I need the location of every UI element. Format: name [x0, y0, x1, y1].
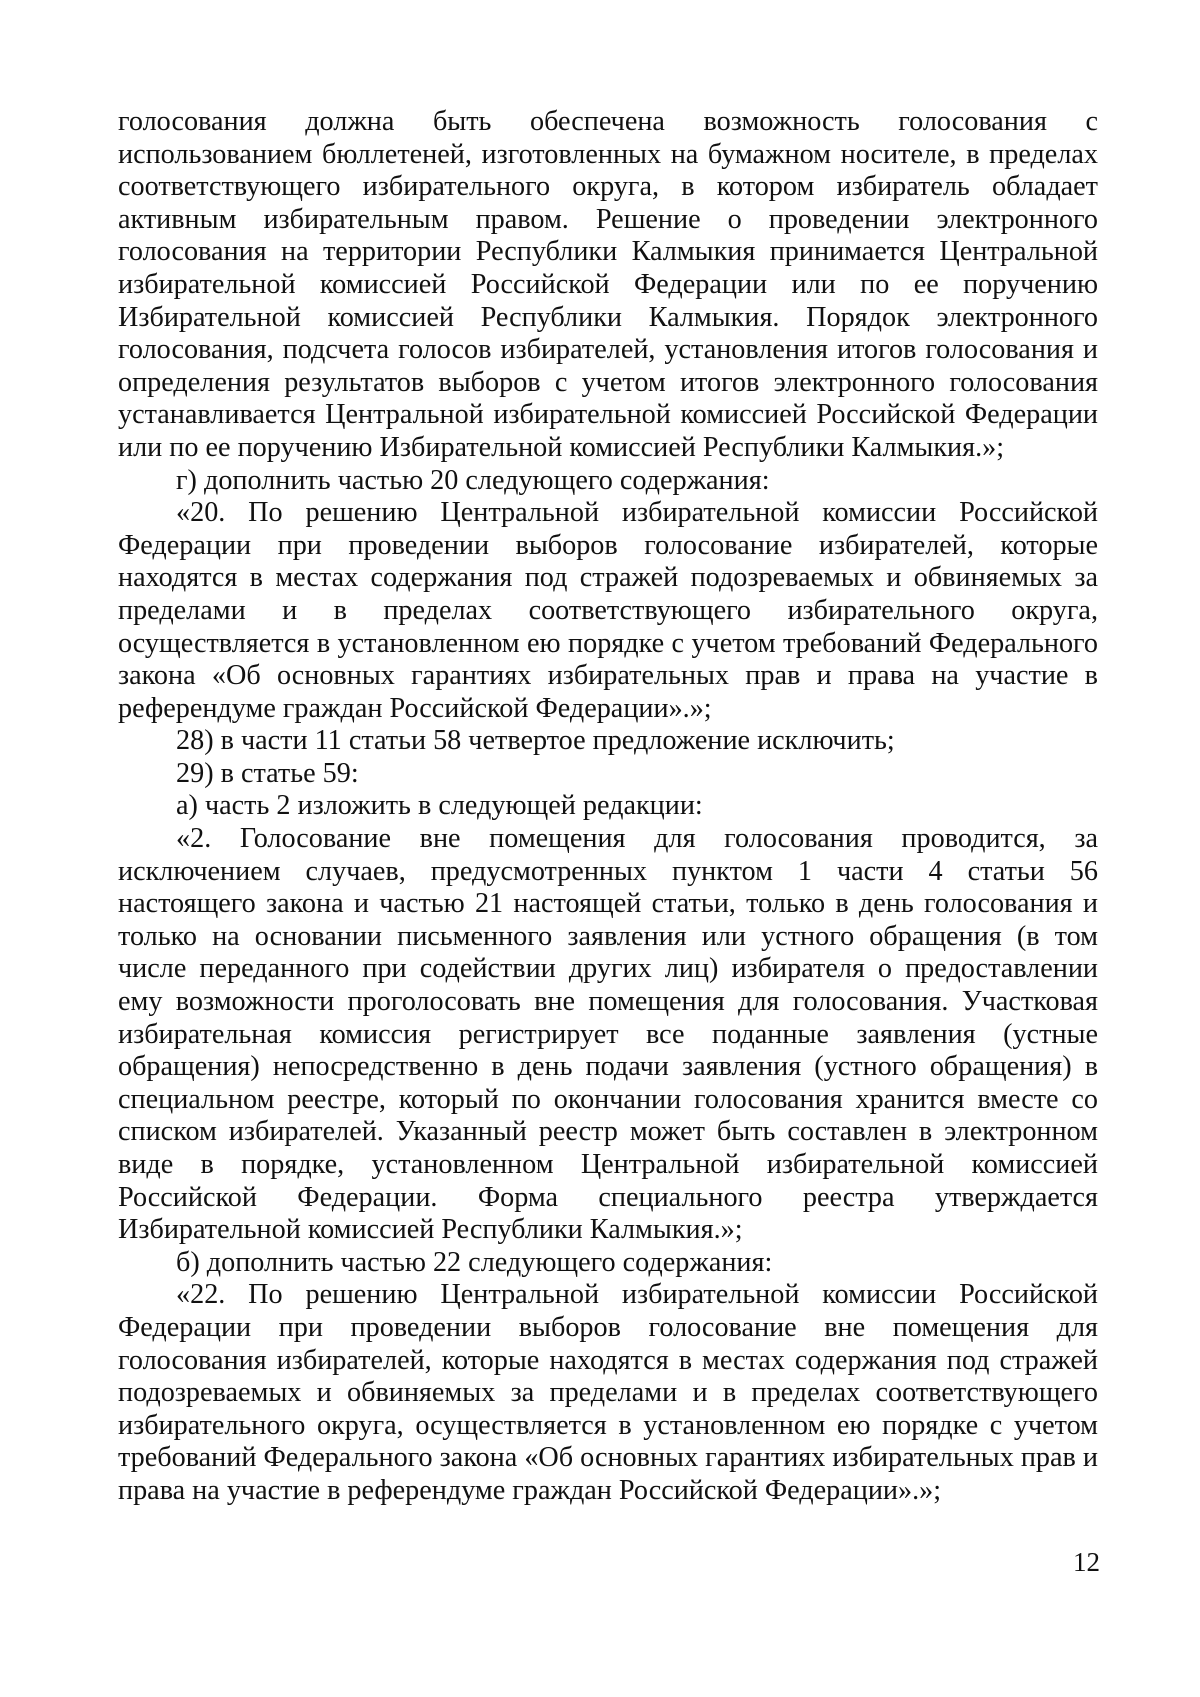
document-body — [118, 106, 1098, 1508]
paragraph-item-28: 28) в части 11 статьи 58 четвертое предложение исключить; — [176, 725, 895, 757]
paragraph-item-g: г) дополнить частью 20 следующего содержания: — [176, 464, 770, 496]
paragraph-voting-electronic-tail: голосования должна быть обеспечена возможность голосования с использованием бюллетеней, изготовленных на бумажном носителе, в пределах соответствующего избирательного округа, в котором избиратель обладает активным избирательным правом. Решение о проведении электронного голосования на территории Республики Калмыкия принимается Центральной избирательной комиссией Российской Федерации или по ее поручению Избирательной комиссией Республики Калмыкия. Порядок электронного голосования, подсчета голосов избирателей, установления итогов голосования и определения результатов выборов с учетом итогов электронного голосования устанавливается Центральной избирательной комиссией Российской Федерации или по ее поручению Избирательной комиссией Республики Калмыкия.»; — [118, 106, 1098, 463]
paragraph-part-22: «22. По решению Центральной избирательной комиссии Российской Федерации при проведении выборов голосование вне помещения для голосования избирателей, которые находятся в местах содержания под стражей подозреваемых и обвиняемых за пределами и в пределах соответствующего избирательного округа, осуществляется в установленном ею порядке с учетом требований Федерального закона «Об основных гарантиях избирательных прав и права на участие в референдуме граждан Российской Федерации».»; — [118, 1279, 1098, 1506]
paragraph-item-a: а) часть 2 изложить в следующей редакции: — [176, 790, 703, 822]
paragraph-part-20: «20. По решению Центральной избирательной комиссии Российской Федерации при проведении выборов голосование избирателей, которые находятся в местах содержания под стражей подозреваемых и обвиняемых за пределами и в пределах соответствующего избирательного округа, осуществляется в установленном ею порядке с учетом требований Федерального закона «Об основных гарантиях избирательных прав и права на участие в референдуме граждан Российской Федерации».»; — [118, 497, 1098, 724]
paragraph-part-2: «2. Голосование вне помещения для голосования проводится, за исключением случаев, предусмотренных пунктом 1 части 4 статьи 56 настоящего закона и частью 21 настоящей статьи, только в день голосования и только на основании письменного заявления или устного обращения (в том числе переданного при содействии других лиц) избирателя о предоставлении ему возможности проголосовать вне помещения для голосования. Участковая избирательная комиссия регистрирует все поданные заявления (устные обращения) непосредственно в день подачи заявления (устного обращения) в специальном реестре, который по окончании голосования хранится вместе со списком избирателей. Указанный реестр может быть составлен в электронном виде в порядке, установленном Центральной избирательной комиссией Российской Федерации. Форма специального реестра утверждается Избирательной комиссией Республики Калмыкия.»; — [118, 823, 1098, 1246]
page-number: 12 — [1073, 1547, 1100, 1577]
paragraph-item-b: б) дополнить частью 22 следующего содержания: — [176, 1246, 773, 1278]
paragraph-item-29: 29) в статье 59: — [176, 757, 359, 789]
